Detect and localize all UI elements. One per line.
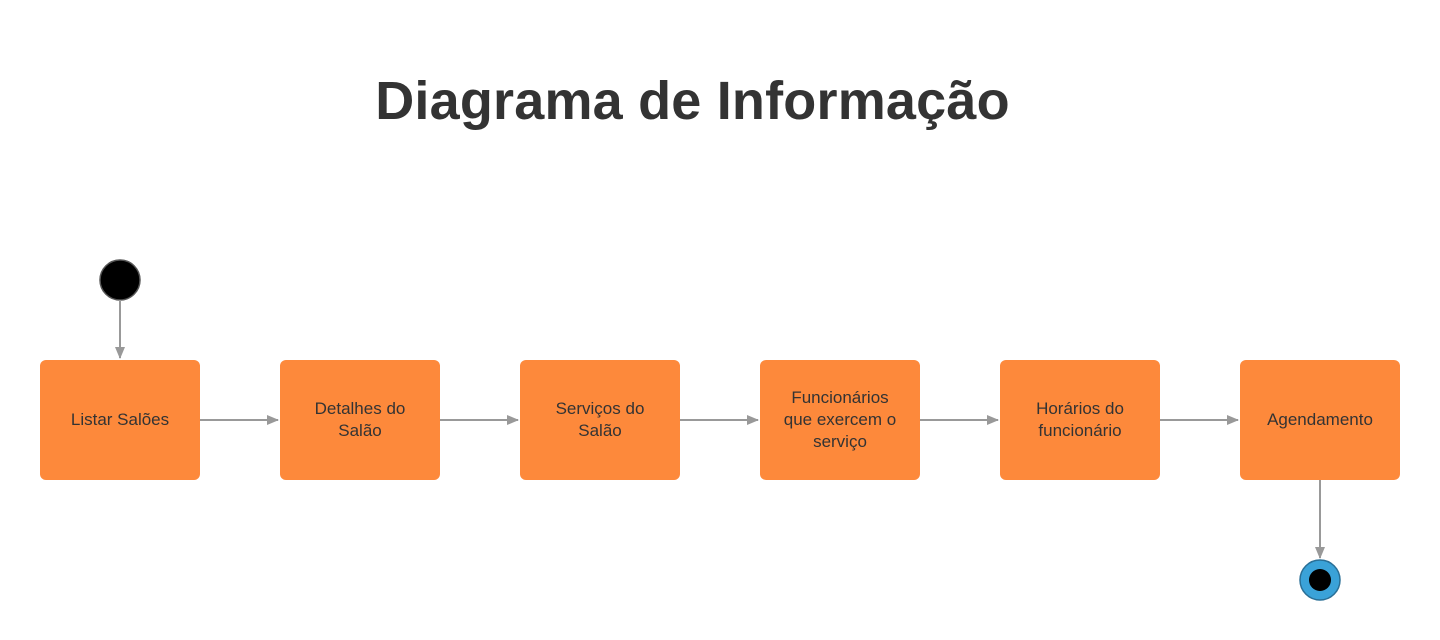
node-agendamento [1240, 360, 1400, 480]
node-funcionarios [760, 360, 920, 480]
node-label: Funcionários que exercem o serviço [783, 388, 897, 451]
node-horarios-funcionario [1000, 360, 1160, 480]
node-label: Detalhes do Salão [314, 399, 406, 440]
node-label: Serviços do Salão [555, 399, 645, 440]
node-label: Listar Salões [70, 410, 170, 429]
end-node [1300, 560, 1340, 600]
start-node [100, 260, 140, 300]
node-servicos-salao [520, 360, 680, 480]
node-listar-saloes [40, 360, 200, 480]
node-label: Horários do funcionário [1036, 399, 1124, 440]
diagram-title: Diagrama de Informação [375, 71, 1010, 131]
node-label: Agendamento [1267, 410, 1373, 429]
node-detalhes-salao [280, 360, 440, 480]
